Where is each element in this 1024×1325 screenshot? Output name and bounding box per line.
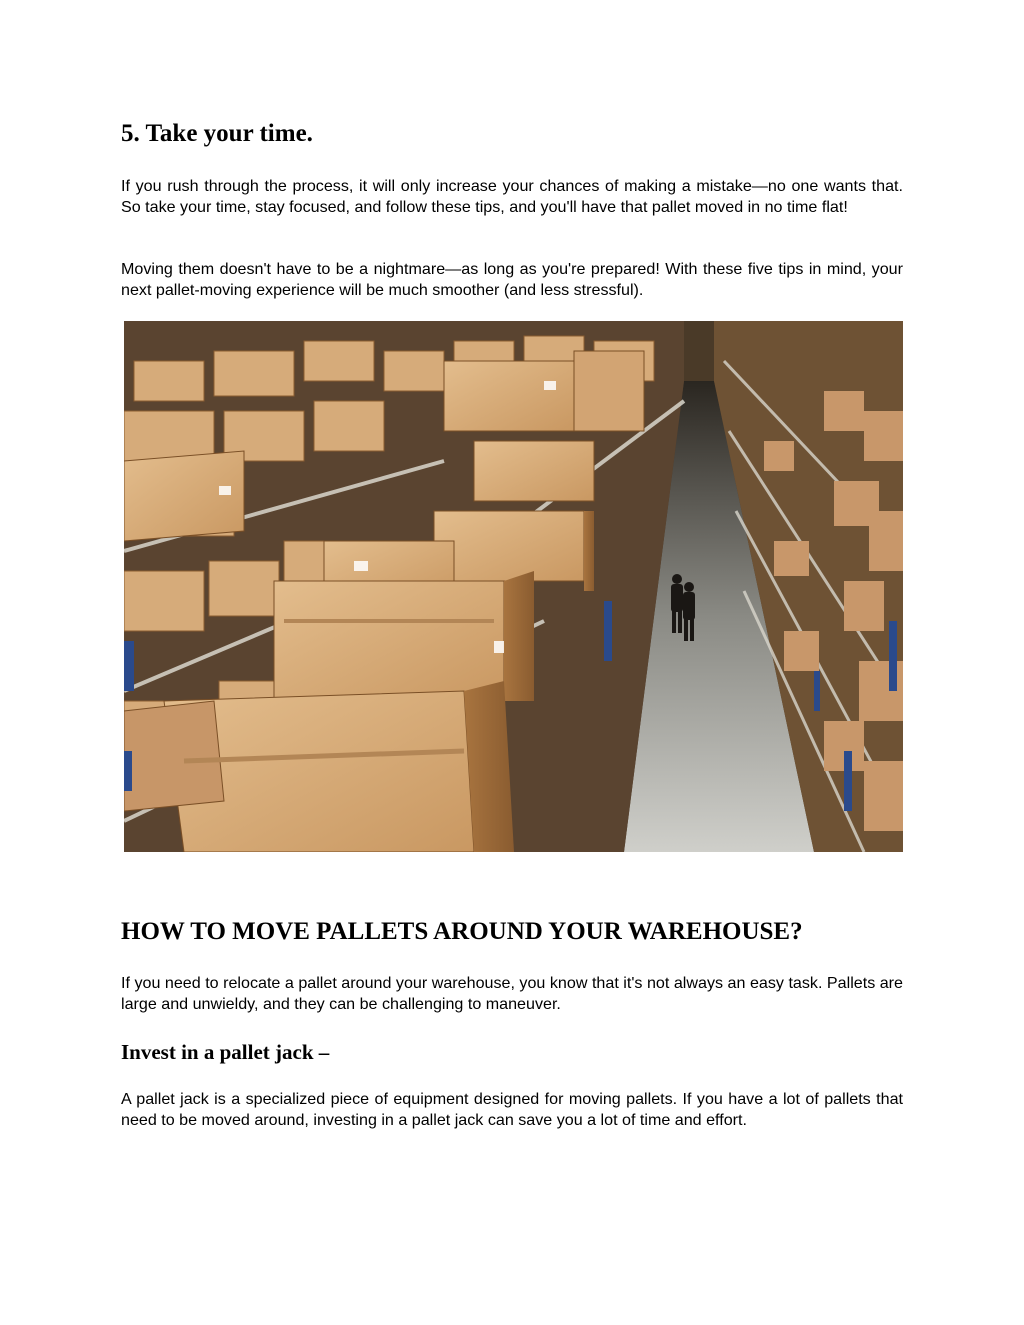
heading-how-to-move-pallets: HOW TO MOVE PALLETS AROUND YOUR WAREHOUSE? [121,918,803,945]
paragraph-relocate-pallet: If you need to relocate a pallet around your warehouse, you know that it's not always an easy task. Pallets are large and unwieldy, and they can be challenging to maneuver. [121,974,903,1013]
heading-take-your-time: 5. Take your time. [121,120,313,147]
paragraph-moving-tips: Moving them doesn't have to be a nightmare—as long as you're prepared! With these five tips in mind, your next pallet-moving experience will be much smoother (and less stressful). [121,260,903,299]
heading-invest-pallet-jack: Invest in a pallet jack – [121,1040,330,1064]
paragraph-pallet-jack: A pallet jack is a specialized piece of equipment designed for moving pallets. If you have a lot of pallets that need to be moved around, investing in a pallet jack can save you a lot of time and effort. [121,1090,903,1129]
paragraph-take-time: If you rush through the process, it will only increase your chances of making a mistake—no one wants that. So take your time, stay focused, and follow these tips, and you'll have that pallet moved in no time flat! [121,177,903,216]
warehouse-photo [124,321,903,852]
